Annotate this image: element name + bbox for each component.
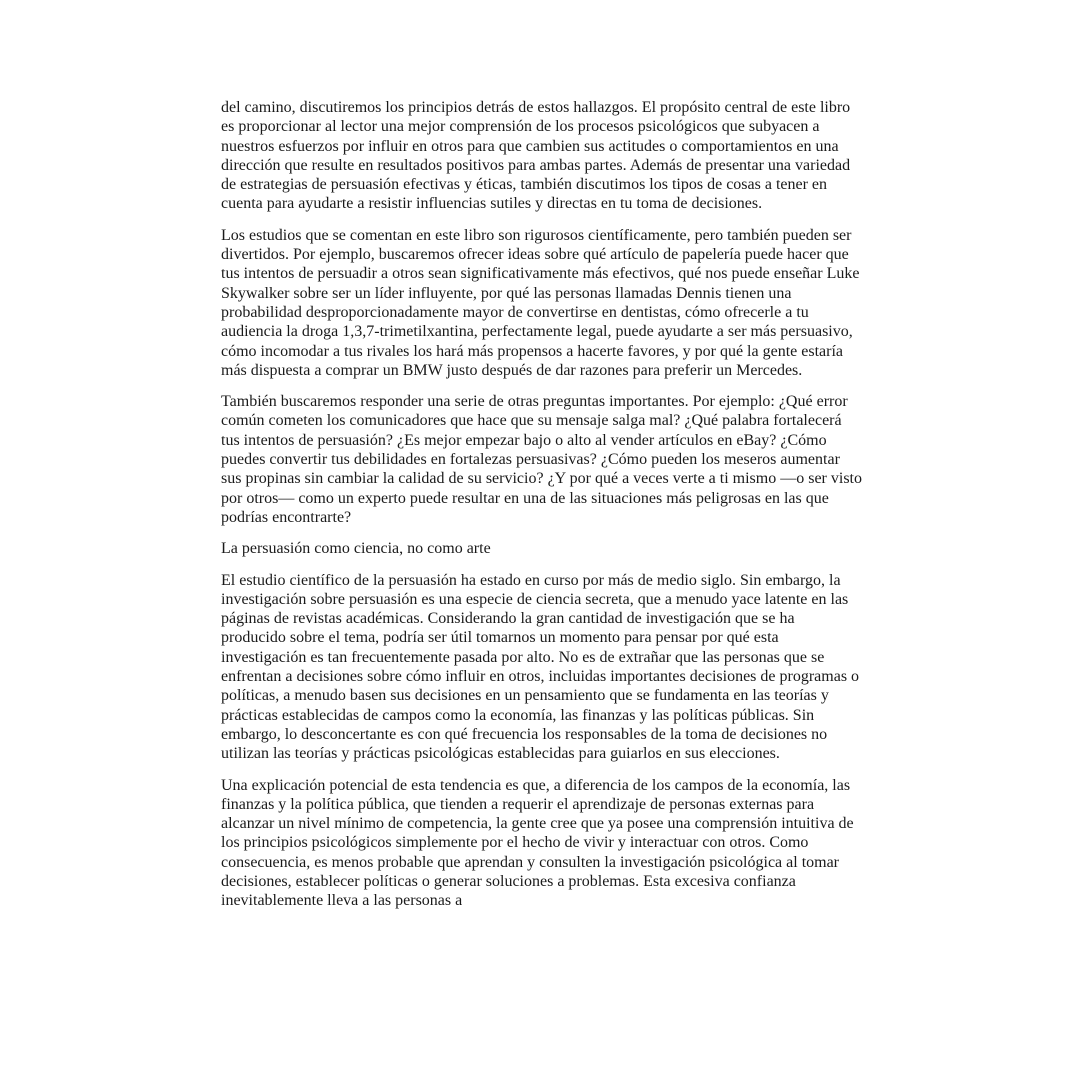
- paragraph-studies-examples: Los estudios que se comentan en este libro son rigurosos científicamente, pero también pueden ser divertidos. Por ejemplo, buscaremos ofrecer ideas sobre qué artículo de papelería puede hacer que tus intentos de persuadir a otros sean significativamente más efectivos, qué nos puede enseñar Luke Skywalker sobre ser un líder influyente, por qué las personas llamadas Dennis tienen una probabilidad desproporcionadamente mayor de convertirse en dentistas, cómo ofrecerle a tu audiencia la droga 1,3,7-trimetilxantina, perfectamente legal, puede ayudarte a ser más persuasivo, cómo incomodar a tus rivales los hará más propensos a hacerte favores, y por qué la gente estaría más dispuesta a comprar un BMW justo después de dar razones para preferir un Mercedes.: [221, 226, 860, 379]
- document-page: [221, 98, 863, 923]
- paragraph-scientific-study: El estudio científico de la persuasión ha estado en curso por más de medio siglo. Sin embargo, la investigación sobre persuasión es una especie de ciencia secreta, que a menudo yace latente en las páginas de revistas académicas. Considerando la gran cantidad de investigación que se ha producido sobre el tema, podría ser útil tomarnos un momento para pensar por qué esta investigación es tan frecuentemente pasada por alto. No es de extrañar que las personas que se enfrentan a decisiones sobre cómo influir en otros, incluidas importantes decisiones de programas o políticas, a menudo basen sus decisiones en un pensamiento que se fundamenta en las teorías y prácticas establecidas de campos como la economía, las finanzas y las políticas públicas. Sin embargo, lo desconcertante es con qué frecuencia los responsables de la toma de decisiones no utilizan las teorías y prácticas psicológicas establecidas para guiarlos en sus elecciones.: [221, 571, 860, 763]
- paragraph-explanation: Una explicación potencial de esta tendencia es que, a diferencia de los campos de la economía, las finanzas y la política pública, que tienden a requerir el aprendizaje de personas externas para alcanzar un nivel mínimo de competencia, la gente cree que ya posee una comprensión intuitiva de los principios psicológicos simplemente por el hecho de vivir y interactuar con otros. Como consecuencia, es menos probable que aprendan y consulten la investigación psicológica al tomar decisiones, establecer políticas o generar soluciones a problemas. Esta excesiva confianza inevitablemente lleva a las personas a: [221, 776, 854, 910]
- paragraph-important-questions: También buscaremos responder una serie de otras preguntas importantes. Por ejemplo: ¿Qué error común cometen los comunicadores que hace que su mensaje salga mal? ¿Qué palabra fortalecerá tus intentos de persuasión? ¿Es mejor empezar bajo o alto al vender artículos en eBay? ¿Cómo puedes convertir tus debilidades en fortalezas persuasivas? ¿Cómo pueden los meseros aumentar sus propinas sin cambiar la calidad de su servicio? ¿Y por qué a veces verte a ti mismo —o ser visto por otros— como un experto puede resultar en una de las situaciones más peligrosas en las que podrías encontrarte?: [221, 393, 862, 526]
- paragraph-intro-purpose: del camino, discutiremos los principios detrás de estos hallazgos. El propósito central de este libro es proporcionar al lector una mejor comprensión de los procesos psicológicos que subyacen a nuestros esfuerzos por influir en otros para que cambien sus actitudes o comportamientos en una dirección que resulte en resultados positivos para ambas partes. Además de presentar una variedad de estrategias de persuasión efectivas y éticas, también discutimos los tipos de cosas a tener en cuenta para ayudarte a resistir influencias sutiles y directas en tu toma de decisiones.: [221, 99, 851, 213]
- section-heading: La persuasión como ciencia, no como arte: [221, 540, 491, 558]
